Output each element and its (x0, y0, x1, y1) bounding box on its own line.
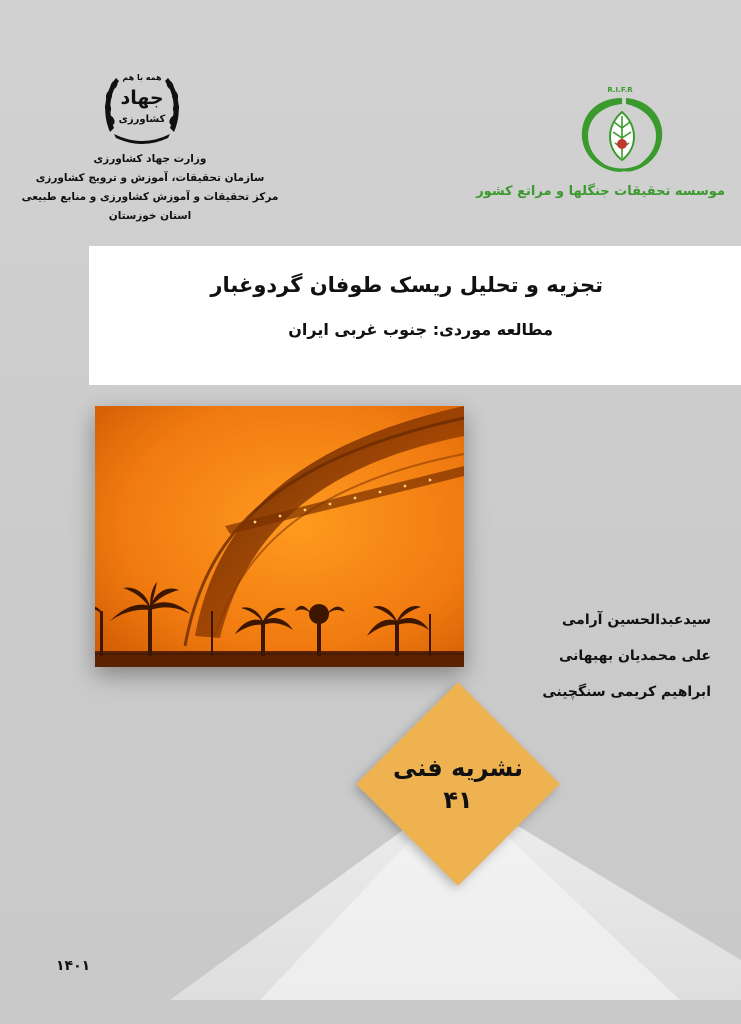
report-subtitle: مطالعه موردی: جنوب غربی ایران (288, 320, 553, 339)
author-1: سیدعبدالحسین آرامی (561, 612, 711, 628)
jihad-keshavarzi-logo-icon (100, 62, 184, 146)
organization-lines (20, 150, 280, 226)
dust-storm-bridge-photo (95, 406, 464, 667)
org-line-organization: سازمان تحقیقات، آموزش و ترویج کشاورزی (35, 172, 265, 184)
org-line-center: مرکز تحقیقات و آموزش کشاورزی و منابع طبیعی استان خوزستان (21, 191, 279, 222)
author-2: علی محمدیان بهبهانی (558, 648, 711, 664)
publication-text (356, 752, 560, 816)
publication-number: ۴۱ (443, 786, 473, 814)
logo-text-bottom: کشاورزی (118, 114, 166, 125)
org-line-ministry: وزارت جهاد کشاورزی (93, 153, 207, 165)
publication-year: ۱۴۰۱ (56, 958, 91, 974)
rifr-institute-name: موسسه تحقیقات جنگلها و مراتع کشور (476, 184, 725, 199)
logo-text-top: همه با هم (122, 73, 162, 82)
publication-badge (356, 682, 560, 886)
report-title: تجزیه و تحلیل ریسک طوفان گردوغبار (210, 273, 603, 297)
title-band (89, 246, 741, 385)
logo-text-main: جهاد (120, 87, 164, 109)
rifr-acronym: R.I.F.R (607, 86, 633, 94)
author-3: ابراهیم کریمی سنگچینی (542, 684, 711, 700)
rifr-leaf-logo-icon (576, 82, 668, 178)
publication-label: نشریه فنی (392, 754, 524, 782)
